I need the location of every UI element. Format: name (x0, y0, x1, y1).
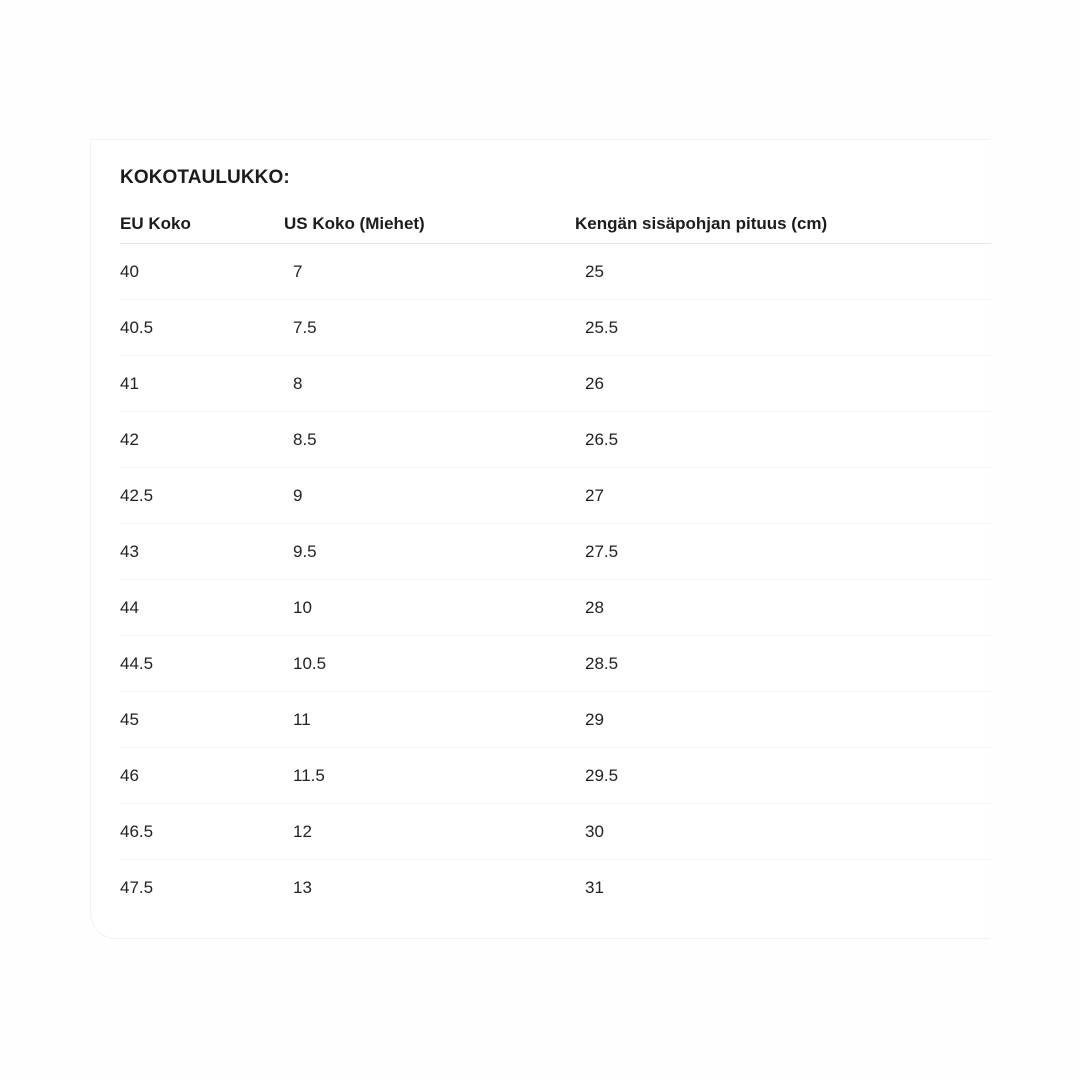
cell-eu: 46 (120, 766, 139, 785)
cell-us: 9 (293, 486, 303, 505)
column-header-eu: EU Koko (120, 214, 191, 233)
cell-cm: 25.5 (585, 318, 619, 337)
cell-us: 8.5 (293, 430, 317, 449)
cell-us: 8 (293, 374, 303, 393)
column-header-us: US Koko (Miehet) (284, 214, 425, 233)
table-row (120, 412, 991, 468)
cell-eu: 42 (120, 430, 139, 449)
cell-eu: 41 (120, 374, 139, 393)
cell-cm: 29 (585, 710, 604, 729)
cell-us: 11.5 (293, 766, 325, 785)
table-row (120, 244, 991, 300)
cell-eu: 44.5 (120, 654, 154, 673)
cell-us: 10 (293, 598, 312, 617)
cell-us: 12 (293, 822, 312, 841)
table-row (120, 524, 991, 580)
column-header-cm: Kengän sisäpohjan pituus (cm) (575, 214, 828, 233)
cell-cm: 28 (585, 598, 604, 617)
cell-cm: 29.5 (585, 766, 619, 785)
cell-cm: 30 (585, 822, 604, 841)
cell-cm: 31 (585, 878, 604, 897)
cell-us: 11 (293, 710, 311, 729)
table-row (120, 468, 991, 524)
cell-eu: 40.5 (120, 318, 154, 337)
cell-eu: 46.5 (120, 822, 154, 841)
cell-eu: 44 (120, 598, 139, 617)
cell-us: 10.5 (293, 654, 327, 673)
table-row (120, 804, 991, 860)
cell-us: 7.5 (293, 318, 317, 337)
cell-cm: 26.5 (585, 430, 619, 449)
cell-us: 7 (293, 262, 303, 281)
cell-cm: 26 (585, 374, 604, 393)
cell-cm: 27.5 (585, 542, 619, 561)
cell-eu: 43 (120, 542, 139, 561)
cell-cm: 25 (585, 262, 604, 281)
table-row (120, 356, 991, 412)
cell-eu: 47.5 (120, 878, 154, 897)
size-chart-title: KOKOTAULUKKO: (120, 167, 290, 188)
cell-eu: 40 (120, 262, 139, 281)
table-row (120, 300, 991, 356)
cell-us: 13 (293, 878, 312, 897)
table-body (120, 244, 991, 915)
cell-cm: 28.5 (585, 654, 619, 673)
table-row (120, 692, 991, 748)
table-row (120, 860, 991, 915)
table-row (120, 636, 991, 692)
cell-us: 9.5 (293, 542, 317, 561)
cell-eu: 42.5 (120, 486, 154, 505)
cell-cm: 27 (585, 486, 604, 505)
table-header (120, 212, 991, 244)
table-row (120, 580, 991, 636)
table-row (120, 748, 991, 804)
size-chart-card (90, 139, 990, 939)
cell-eu: 45 (120, 710, 139, 729)
